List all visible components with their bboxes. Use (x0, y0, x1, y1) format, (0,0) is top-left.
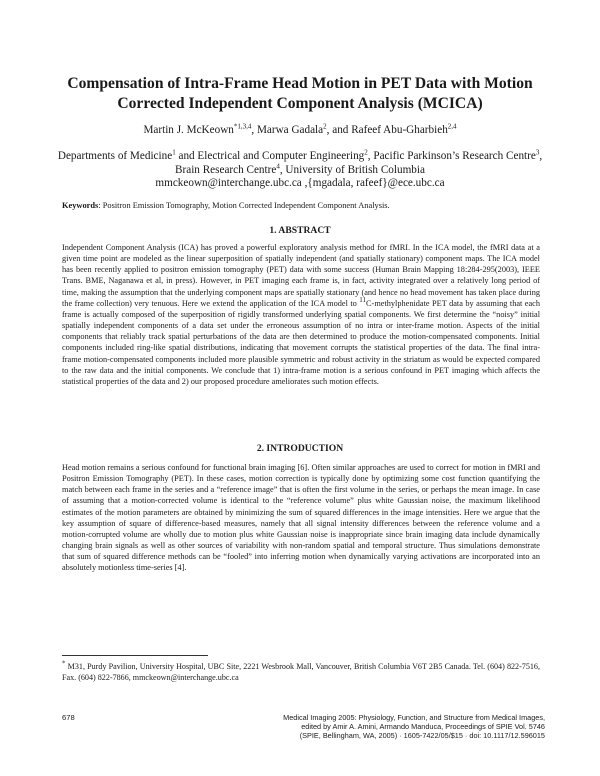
introduction-heading: 2. INTRODUCTION (256, 443, 344, 454)
affiliation-departments (50, 150, 550, 177)
author-separator: , (251, 124, 257, 136)
affiliation-mark: 4 (276, 161, 280, 170)
author-name: Marwa Gadala (256, 124, 324, 136)
footnote (62, 661, 540, 683)
abstract-heading: 1. ABSTRACT (269, 225, 331, 236)
citation-line: edited by Amir A. Amini, Armando Manduca, Proceedings of SPIE Vol. 5746 (301, 722, 545, 732)
affiliation-mark: 3 (535, 148, 540, 157)
abstract-paragraph (62, 242, 540, 387)
footnote-text: M31, Purdy Pavilion, University Hospital, UBC Site, 2221 Wesbrook Mall, Vancouver, British Columbia V6T 2B5 Canada. Tel. (604) 822-7516, Fax. (604) 822-7866, mmckeown@interchange.ubc.ca (62, 662, 540, 682)
affiliation-text: and Electrical and Computer Engineering (175, 150, 365, 162)
paper-title: Compensation of Intra-Frame Head Motion in PET Data with Motion Corrected Independent Component Analysis (MCICA) (67, 75, 533, 112)
affiliation-mark: 1 (172, 148, 176, 157)
author-affiliation-mark: 2 (323, 122, 327, 131)
abstract-text: Independent Component Analysis (ICA) has proved a powerful exploratory analysis method for fMRI. In the ICA model, the fMRI data at a given time point are modeled as the linear superposition of spatially independent (and spatially stationary) component maps. The ICA model has been recently applied to positron emission tomography (PET) data with some success (Human Brain Mapping 18:284-295(2003), IEEE Trans. BME, Naganawa et al, in press). However, in PET imaging each frame is, in fact, activity integrated over a relatively long period of time, making the assumption that the underlying component maps are spatially stationary (and hence no head movement has taken place during the frame collection) very tenuous. Here we extend the application of the ICA model to (62, 243, 540, 308)
affiliation-text: Departments of Medicine (57, 150, 173, 162)
keywords-line (62, 200, 542, 211)
keywords-text: : Positron Emission Tomography, Motion Corrected Independent Component Analysis. (98, 201, 390, 210)
author-affiliation-mark: *1,3,4 (233, 122, 252, 131)
footnote-divider (62, 655, 208, 656)
keywords-label: Keywords (62, 201, 99, 210)
page-number: 678 (62, 713, 75, 722)
author-name: Martin J. McKeown (143, 124, 234, 136)
affiliation-mark: 2 (364, 148, 368, 157)
abstract-text: C-methylphenidate PET data by assuming that each frame is actually composed of the superposition of rigidly transformed underlying spatial components. We first determine the “noisy” initial spatially independent components of a data set under the erroneous assumption of no intra or inter-frame motion. Aspects of the initial components that reliably track spatial perturbations of the data are then determined to produce the motion-compensated components. Initial components included ring-like spatial distributions, indicating that movement corrupts the statistical properties of the data. The final intra-frame motion-compensated components included more plausible symmetric and robust activity in the striatum as would be expected compared to the raw data and the initial components. We conclude that 1) intra-frame motion is a serious confound in PET imaging which affects the statistical properties of the data and 2) our proposed procedure ameliorates such motion effects. (62, 298, 540, 386)
author-emails[interactable]: mmckeown@interchange.ubc.ca ,{mgadala, rafeef}@ece.ubc.ca (155, 177, 445, 190)
citation-line: Medical Imaging 2005: Physiology, Function, and Structure from Medical Images, (283, 713, 545, 722)
author-affiliation-mark: 2,4 (447, 122, 457, 131)
introduction-paragraph: Head motion remains a serious confound for functional brain imaging [6]. Often similar approaches are used to correct for motion in fMRI and Positron Emission Tomography (PET). In these cases, motion correction is typically done by optimizing some cost function quantifying the match between each frame in the series and a “reference image” that is often the first volume in the series, or perhaps the mean image. In case of assuming that a motion-corrected volume is identical to the “reference volume” plus white Gaussian noise, the maximum likelihood estimates of the motion parameters are obtained by minimizing the sum of squared differences in the image intensities. Here we argue that the key assumption of square of difference-based measures, namely that all signal intensity differences between the reference volume and a motion-corrupted volume are wholly due to motion plus white Gaussian noise is inappropriate since brain imaging data include dynamically changing brain signals as well as other sources of variability with non-random spatial and temporal structure. Thus simulations demonstrate that sum of squared difference methods can be “fooled” into inferring motion when dynamically varying activations are incorporated into an absolutely motionless time-series [4]. (62, 463, 540, 573)
publication-citation (245, 713, 545, 741)
author-name: Rafeef Abu-Gharbieh (351, 124, 448, 136)
affiliation-text: , Pacific Parkinson’s Research Centre (367, 150, 536, 162)
author-list (40, 123, 560, 137)
isotope-mark: 11 (359, 296, 367, 305)
footnote-mark: * (62, 659, 66, 668)
citation-line: (SPIE, Bellingham, WA, 2005) · 1605-7422/05/$15 · doi: 10.1117/12.596015 (299, 731, 545, 741)
affiliation-text: , University of British Columbia (279, 163, 425, 176)
affiliations (50, 150, 550, 191)
author-separator: , and (326, 124, 352, 136)
affiliation-text: , Brain Research Centre (175, 150, 543, 176)
